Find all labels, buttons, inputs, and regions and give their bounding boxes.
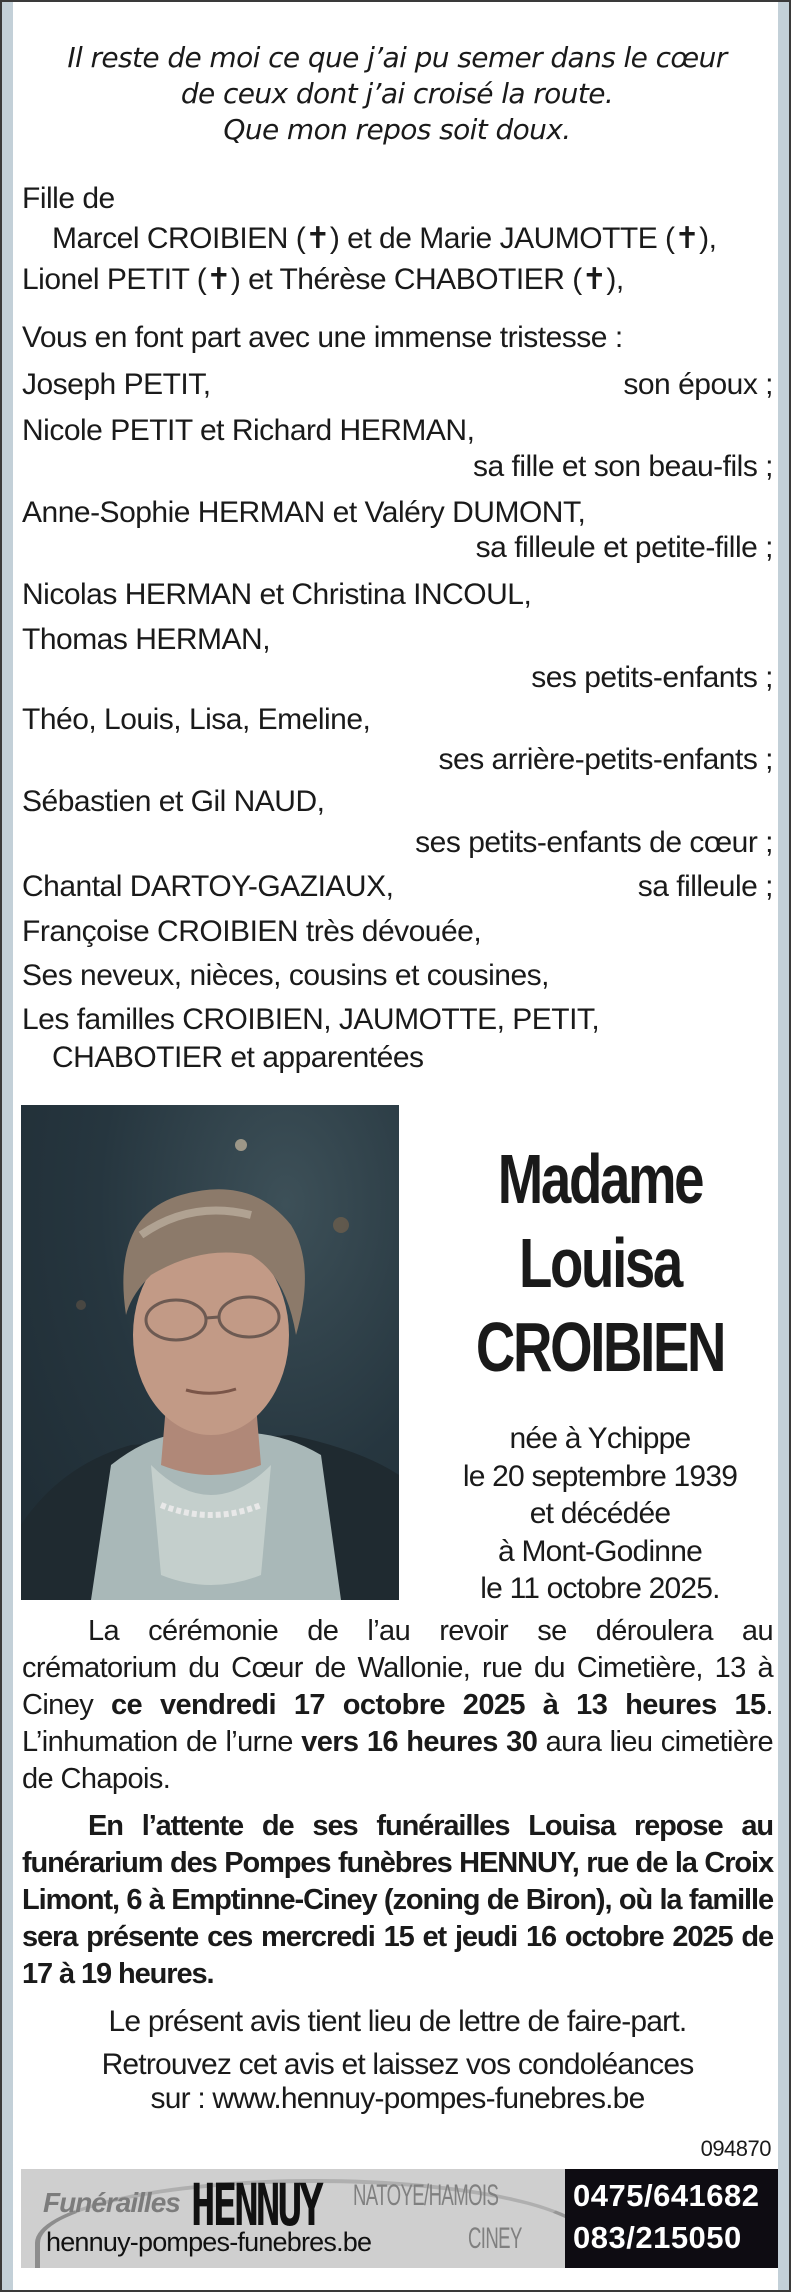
family-member: Thomas HERMAN, — [22, 623, 271, 656]
family-row — [22, 413, 773, 449]
phone-number[interactable]: 083/215050 — [573, 2220, 742, 2255]
parents-line: Marcel CROIBIEN (✝) et de Marie JAUMOTTE (✝), — [52, 222, 717, 255]
ceremony-datetime: ce vendredi 17 octobre 2025 à 13 heures 15 — [111, 1689, 766, 1721]
portrait-illustration — [21, 1105, 399, 1600]
family-member: Nicole PETIT et Richard HERMAN, — [22, 414, 475, 447]
banner-website[interactable]: hennuy-pompes-funebres.be — [46, 2227, 372, 2257]
family-row — [22, 958, 773, 994]
funeral-home-banner — [21, 2169, 778, 2268]
epitaph-quote — [22, 40, 772, 148]
family-member: Chantal DARTOY-GAZIAUX, — [22, 870, 394, 903]
quote-line: de ceux dont j’ai croisé la route. — [180, 77, 614, 110]
ceremony-paragraph — [22, 1613, 773, 1798]
ceremony-text: La cérémonie de l’au revoir se déroulera au crématorium du Cœur de Wallonie, rue du Cimetière, 13 à Ciney — [22, 1615, 773, 1721]
quote-line: Que mon repos soit doux. — [223, 113, 571, 146]
family-member: Nicolas HERMAN et Christina INCOUL, — [22, 578, 532, 611]
date-line: et décédée — [529, 1497, 671, 1530]
family-member: Joseph PETIT, — [22, 368, 211, 401]
visitation-text: En l’attente de ses funérailles Louisa repose au funérarium des Pompes funèbres HENNUY, rue de la Croix Limont, 6 à Emptinne-Ciney (zoning de Biron), où la famille sera présente ces mercredi 15 et jeudi 16 octobre 2025 de 17 à 19 heures. — [22, 1810, 773, 1990]
portrait-photo — [21, 1105, 399, 1600]
family-row — [22, 577, 773, 613]
condolences-link[interactable]: sur : www.hennuy-pompes-funebres.be — [150, 2082, 645, 2115]
family-row — [22, 702, 773, 738]
family-member: Anne-Sophie HERMAN et Valéry DUMONT, — [22, 496, 586, 529]
family-row — [22, 449, 773, 485]
date-line: à Mont-Godinne — [498, 1534, 702, 1568]
birth-death-dates — [422, 1420, 778, 1608]
family-row — [22, 742, 773, 778]
left-border-strip — [2, 2, 13, 2290]
deceased-last-name: CROIBIEN — [475, 1308, 725, 1386]
quote-line: Il reste de moi ce que j’ai pu semer dans le cœur — [67, 41, 727, 74]
family-member: Ses neveux, nièces, cousins et cousines, — [22, 959, 549, 992]
banner-locations: CINEY — [468, 2222, 522, 2255]
phone-number[interactable]: 0475/641682 — [573, 2178, 760, 2213]
family-relation: sa filleule et petite-fille ; — [475, 531, 773, 564]
banner-brand-logo: HENNUY — [191, 2171, 321, 2239]
banner-prefix: Funérailles — [43, 2187, 180, 2218]
family-relation: sa fille et son beau-fils ; — [473, 450, 773, 483]
family-intro: Vous en font part avec une immense tristesse : — [22, 321, 623, 354]
family-row — [22, 914, 773, 950]
family-relation: ses petits-enfants de cœur ; — [415, 826, 773, 859]
deceased-name — [461, 1137, 739, 1389]
family-member: Sébastien et Gil NAUD, — [22, 785, 325, 818]
reference-number: 094870 — [700, 2136, 771, 2161]
banner-locations: NATOYE/HAMOIS — [353, 2179, 499, 2212]
ceremony-text: . L’inhumation de l’urne — [22, 1689, 773, 1758]
family-row — [22, 869, 773, 905]
family-relation: ses petits-enfants ; — [531, 661, 773, 694]
right-border-strip — [778, 2, 789, 2290]
family-row — [22, 367, 773, 403]
family-member: Les familles CROIBIEN, JAUMOTTE, PETIT, — [22, 1003, 600, 1036]
family-relation: son époux ; — [623, 368, 773, 401]
family-row — [22, 1002, 773, 1038]
family-row — [22, 825, 773, 861]
family-member: Théo, Louis, Lisa, Emeline, — [22, 703, 371, 736]
family-member: Françoise CROIBIEN très dévouée, — [22, 915, 482, 948]
family-row — [22, 660, 773, 696]
faire-part-notice: Le présent avis tient lieu de lettre de faire-part. — [108, 2005, 687, 2038]
family-relation: ses arrière-petits-enfants ; — [438, 743, 773, 776]
ceremony-text: aura lieu cimetière de Chapois. — [22, 1726, 774, 1795]
visitation-paragraph — [22, 1808, 773, 1993]
deceased-title: Madame — [497, 1140, 703, 1218]
date-line: le 11 octobre 2025. — [480, 1572, 720, 1605]
family-row — [22, 495, 773, 531]
family-row — [22, 784, 773, 820]
family-row — [22, 622, 773, 658]
parents-intro: Fille de — [22, 182, 115, 215]
inhumation-time: vers 16 heures 30 — [301, 1726, 538, 1758]
parents-line: Lionel PETIT (✝) et Thérèse CHABOTIER (✝), — [22, 263, 624, 296]
date-line: le 20 septembre 1939 — [462, 1459, 738, 1493]
deceased-first-name: Louisa — [519, 1224, 681, 1302]
family-row — [22, 1040, 773, 1076]
family-member: CHABOTIER et apparentées — [52, 1041, 424, 1074]
condolences-line: Retrouvez cet avis et laissez vos condoléances — [101, 2048, 694, 2081]
date-line: née à Ychippe — [509, 1422, 691, 1455]
family-row — [22, 530, 773, 566]
banner-phone-box — [565, 2169, 778, 2268]
family-relation: sa filleule ; — [637, 870, 773, 903]
